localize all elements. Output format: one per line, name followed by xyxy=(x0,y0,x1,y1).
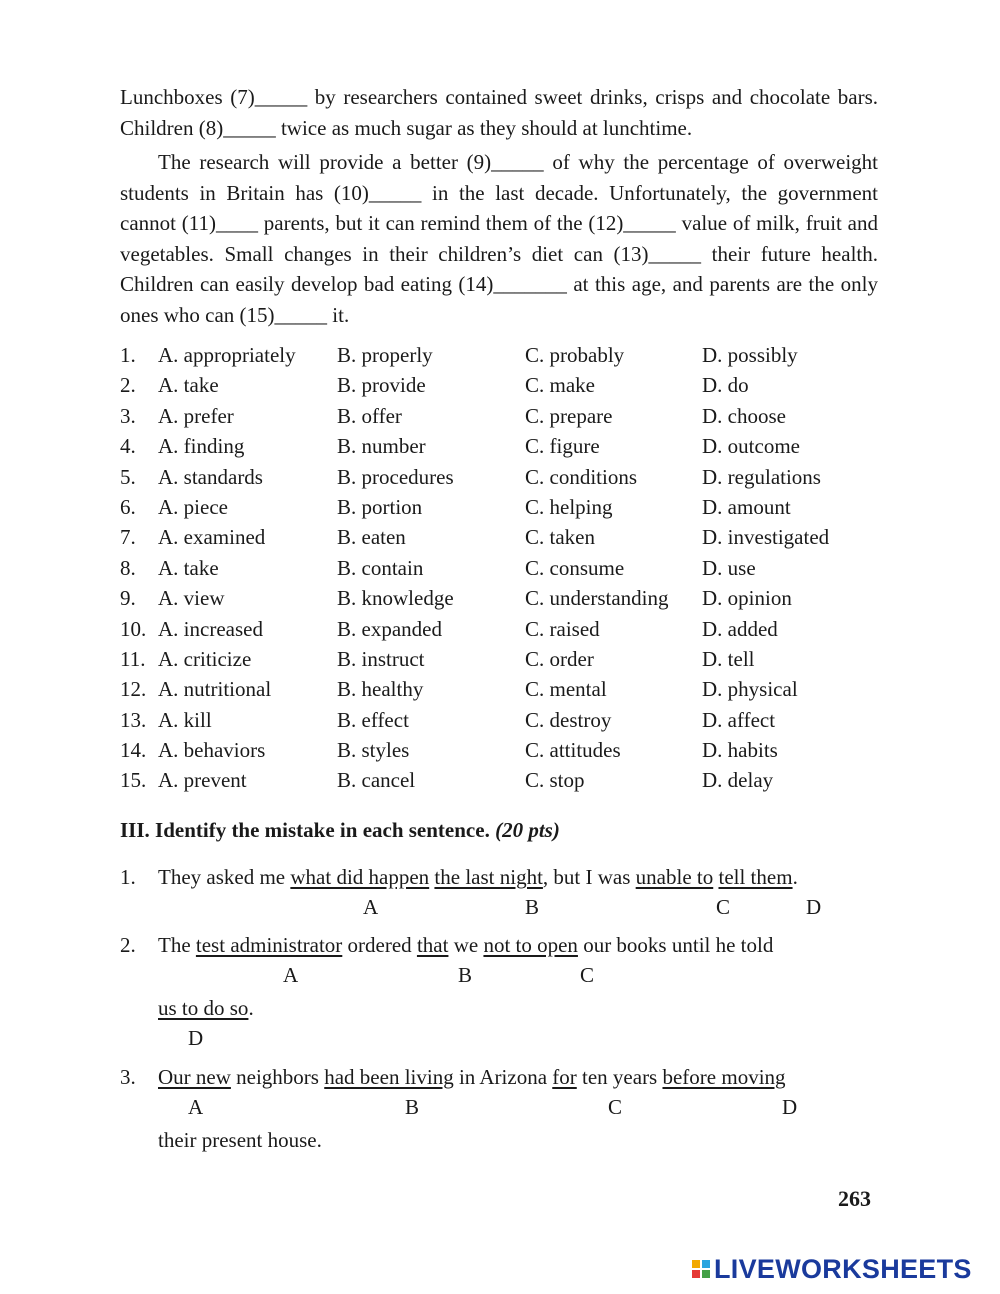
option-c: C. prepare xyxy=(525,403,613,428)
option-a: A. prevent xyxy=(158,768,247,793)
underlined-a: test administrator xyxy=(195,933,343,957)
option-d: D. added xyxy=(702,616,778,641)
option-row xyxy=(120,644,880,674)
option-letter-a: A xyxy=(363,895,379,919)
option-row xyxy=(120,705,880,735)
option-c: C. attitudes xyxy=(525,738,621,763)
option-c: C. mental xyxy=(525,677,607,702)
option-row xyxy=(120,462,880,492)
option-c: C. understanding xyxy=(525,586,669,611)
option-d: D. investigated xyxy=(702,525,830,550)
option-a: A. standards xyxy=(158,464,263,489)
underlined-c: unable to xyxy=(635,865,714,889)
option-b: B. expanded xyxy=(337,616,442,641)
question-2 xyxy=(120,930,900,1053)
option-c: C. stop xyxy=(525,768,585,793)
question-text-continued: us to do so. xyxy=(158,996,254,1020)
option-letter-b: B xyxy=(525,895,540,919)
option-d: D. use xyxy=(702,555,756,580)
option-number: 14. xyxy=(120,738,147,763)
option-row xyxy=(120,370,880,400)
option-number: 1. xyxy=(120,343,136,367)
option-d: D. outcome xyxy=(702,434,800,459)
option-b: B. healthy xyxy=(337,677,424,702)
option-b: B. knowledge xyxy=(337,586,454,611)
option-letter-c: C xyxy=(580,963,595,987)
option-letter-d: D xyxy=(782,1095,798,1119)
option-a: A. take xyxy=(158,555,219,580)
option-d: D. tell xyxy=(702,646,755,671)
option-a: A. increased xyxy=(158,616,263,641)
option-d: D. amount xyxy=(702,494,791,519)
option-b: B. cancel xyxy=(337,768,416,793)
question-text: They asked me what did happen the last night, but I was unable to tell them. xyxy=(158,865,798,889)
option-a: A. examined xyxy=(158,525,266,550)
option-letter-d: D xyxy=(188,1026,204,1050)
option-a: A. kill xyxy=(158,707,212,732)
options-table xyxy=(120,340,880,796)
option-number: 8. xyxy=(120,555,136,580)
option-d: D. physical xyxy=(702,677,798,702)
option-number: 9. xyxy=(120,586,136,611)
option-letter-a: A xyxy=(283,963,299,987)
option-b: B. eaten xyxy=(337,525,406,550)
option-letter-b: B xyxy=(458,963,473,987)
option-number: 10. xyxy=(120,616,147,641)
option-row xyxy=(120,401,880,431)
question-3 xyxy=(120,1062,900,1155)
section-points: (20 pts) xyxy=(495,818,560,842)
underlined-b: the last night xyxy=(434,865,543,889)
underlined-a: what did happen xyxy=(290,865,430,889)
option-b: B. contain xyxy=(337,555,424,580)
reading-passage xyxy=(120,82,878,330)
option-row xyxy=(120,553,880,583)
question-text: The test administrator ordered that we not to open our books until he told xyxy=(158,933,774,957)
option-a: A. view xyxy=(158,586,225,611)
option-number: 6. xyxy=(120,494,136,519)
option-a: A. piece xyxy=(158,494,228,519)
underlined-b: had been living xyxy=(324,1065,454,1089)
option-number: 7. xyxy=(120,525,136,550)
option-c: C. figure xyxy=(525,434,600,459)
option-row xyxy=(120,431,880,461)
option-row xyxy=(120,492,880,522)
option-c: C. raised xyxy=(525,616,600,641)
option-c: C. order xyxy=(525,646,594,671)
option-c: C. conditions xyxy=(525,464,638,489)
passage-paragraph-1: Lunchboxes (7)_____ by researchers contained sweet drinks, crisps and chocolate bars. Children (8)_____ twice as much sugar as they should at lunchtime. xyxy=(120,85,878,140)
option-a: A. behaviors xyxy=(158,738,266,763)
option-row xyxy=(120,765,880,795)
option-b: B. effect xyxy=(337,707,409,732)
option-d: D. possibly xyxy=(702,343,798,367)
logo-icon xyxy=(692,1260,710,1278)
underlined-a: Our new xyxy=(158,1065,231,1089)
option-b: B. properly xyxy=(337,343,433,367)
option-a: A. prefer xyxy=(158,403,234,428)
option-letter-d: D xyxy=(806,895,822,919)
option-number: 2. xyxy=(120,373,136,398)
option-d: D. do xyxy=(702,373,749,398)
option-d: D. opinion xyxy=(702,586,792,611)
option-letter-b: B xyxy=(405,1095,420,1119)
underlined-c: for xyxy=(552,1065,577,1089)
option-row xyxy=(120,614,880,644)
option-row xyxy=(120,583,880,613)
option-b: B. offer xyxy=(337,403,402,428)
option-c: C. consume xyxy=(525,555,625,580)
underlined-d: tell them xyxy=(718,865,793,889)
option-d: D. habits xyxy=(702,738,778,763)
section-title-text: III. Identify the mistake in each sentence. xyxy=(120,818,490,842)
option-number: 5. xyxy=(120,464,136,489)
passage-paragraph-2: The research will provide a better (9)_____ of why the percentage of overweight students in Britain has (10)_____ in the last decade. Unfortunately, the government cannot (11)____ parents, but it can remind them of the (12)_____ value of milk, fruit and vegetables. Small changes in their children’s diet can (13)_____ their future health. Children can easily develop bad eating (14)_______ at this age, and parents are the only ones who can (15)_____ it. xyxy=(120,150,878,327)
option-number: 15. xyxy=(120,768,147,793)
option-a: A. criticize xyxy=(158,646,252,671)
option-a: A. nutritional xyxy=(158,677,272,702)
option-d: D. delay xyxy=(702,768,774,793)
underlined-c: not to open xyxy=(483,933,578,957)
option-number: 12. xyxy=(120,677,147,702)
option-d: D. choose xyxy=(702,403,786,428)
option-b: B. procedures xyxy=(337,464,454,489)
option-number: 3. xyxy=(120,403,136,428)
option-c: C. destroy xyxy=(525,707,612,732)
option-number: 11. xyxy=(120,646,146,671)
option-letter-a: A xyxy=(188,1095,204,1119)
option-b: B. instruct xyxy=(337,646,425,671)
question-number: 1. xyxy=(120,865,136,889)
underlined-d: us to do so xyxy=(158,996,249,1020)
underlined-b: that xyxy=(416,933,449,957)
option-number: 4. xyxy=(120,434,136,459)
option-row xyxy=(120,522,880,552)
option-c: C. make xyxy=(525,373,595,398)
logo-text: LIVEWORKSHEETS xyxy=(714,1253,972,1284)
option-c: C. probably xyxy=(525,343,625,367)
question-1 xyxy=(120,862,900,922)
liveworksheets-logo xyxy=(692,1254,972,1284)
option-a: A. take xyxy=(158,373,219,398)
option-c: C. taken xyxy=(525,525,595,550)
question-number: 3. xyxy=(120,1065,136,1089)
question-text: Our new neighbors had been living in Arizona for ten years before moving xyxy=(158,1065,786,1089)
option-row xyxy=(120,735,880,765)
option-row xyxy=(120,674,880,704)
underlined-d: before moving xyxy=(662,1065,786,1089)
option-b: B. provide xyxy=(337,373,426,398)
option-letter-c: C xyxy=(608,1095,623,1119)
option-b: B. portion xyxy=(337,494,423,519)
option-d: D. regulations xyxy=(702,464,821,489)
option-b: B. number xyxy=(337,434,426,459)
option-number: 13. xyxy=(120,707,147,732)
option-a: A. appropriately xyxy=(158,343,296,367)
page-number: 263 xyxy=(838,1186,871,1211)
option-row xyxy=(120,340,880,370)
option-c: C. helping xyxy=(525,494,613,519)
question-number: 2. xyxy=(120,933,136,957)
option-letter-c: C xyxy=(716,895,731,919)
question-text-continued: their present house. xyxy=(158,1128,322,1152)
option-b: B. styles xyxy=(337,738,410,763)
section-title xyxy=(120,818,560,843)
option-a: A. finding xyxy=(158,434,245,459)
option-d: D. affect xyxy=(702,707,776,732)
